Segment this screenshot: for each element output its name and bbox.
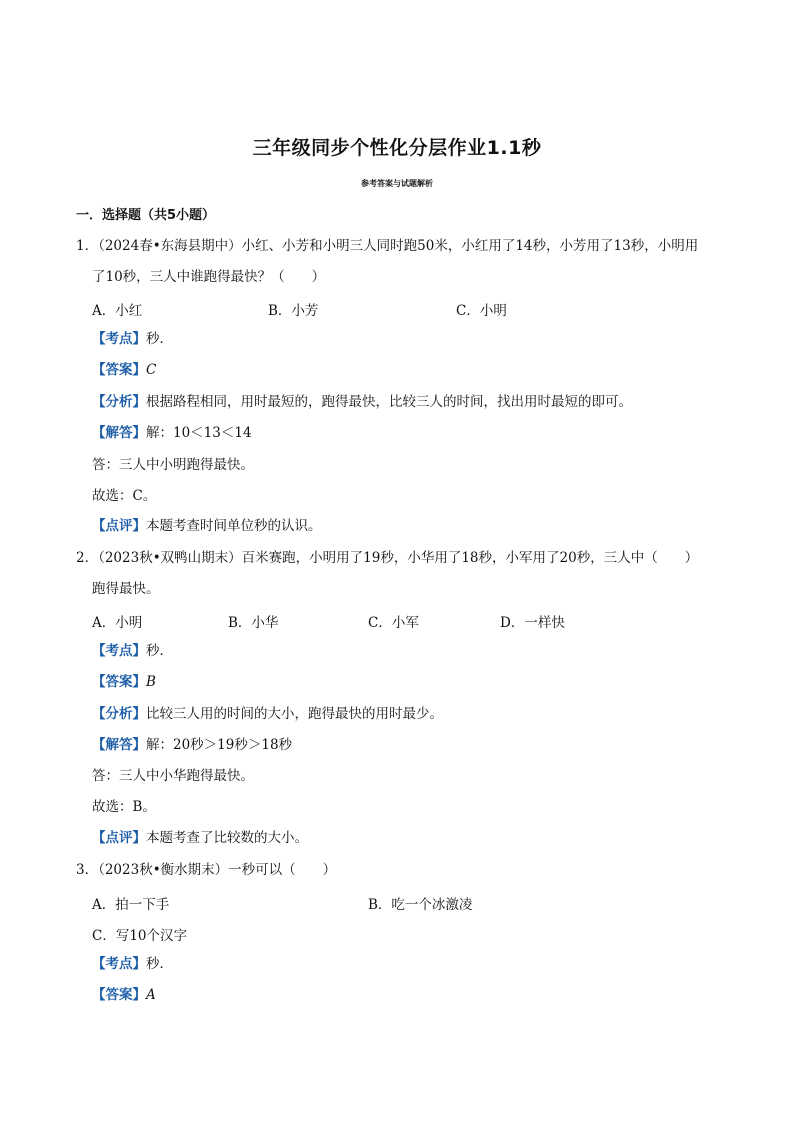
dianping-label: 【点评】 bbox=[92, 518, 146, 534]
question-2-stem-line-1: 2．（2023秋•双鸭山期末）百米赛跑，小明用了19秒，小华用了18秒，小军用了20秒，三人中（ ） bbox=[76, 550, 699, 566]
fenxi-text: 根据路程相同，用时最短的，跑得最快，比较三人的时间，找出用时最短的即可。 bbox=[146, 394, 632, 410]
kaodian-label: 【考点】 bbox=[92, 331, 146, 347]
jieda-text: 解：20秒＞19秒＞18秒 bbox=[146, 737, 293, 753]
question-3-kaodian bbox=[92, 954, 173, 974]
question-1-jieda bbox=[92, 423, 252, 443]
question-2-option-d: D．一样快 bbox=[500, 615, 565, 631]
question-1-answer: 答：三人中小明跑得最快。 bbox=[92, 457, 254, 473]
question-2-dianping bbox=[92, 828, 308, 848]
dianping-text: 本题考查了比较数的大小。 bbox=[146, 830, 308, 846]
question-2-daan bbox=[92, 672, 156, 692]
question-1-stem-line-1: 1．（2024春•东海县期中）小红、小芳和小明三人同时跑50米，小红用了14秒，小芳用了13秒，小明用 bbox=[76, 238, 699, 254]
question-3-option-a: A．拍一下手 bbox=[92, 897, 170, 913]
jieda-text: 解：10＜13＜14 bbox=[146, 425, 252, 441]
question-2-option-b: B．小华 bbox=[228, 615, 279, 631]
section-heading: 一．选择题（共5小题） bbox=[76, 208, 216, 223]
question-1-dianping bbox=[92, 516, 322, 536]
question-1-option-a: A．小红 bbox=[92, 303, 143, 319]
question-3-daan bbox=[92, 985, 156, 1005]
document-title: 三年级同步个性化分层作业1.1秒 bbox=[252, 137, 542, 159]
daan-text: C bbox=[146, 362, 157, 378]
question-3-option-c: C．写10个汉字 bbox=[92, 928, 188, 944]
jieda-label: 【解答】 bbox=[92, 425, 146, 441]
fenxi-text: 比较三人用的时间的大小，跑得最快的用时最少。 bbox=[146, 706, 443, 722]
question-1-option-b: B．小芳 bbox=[268, 303, 319, 319]
question-2-option-c: C．小军 bbox=[368, 615, 419, 631]
question-2-jieda bbox=[92, 735, 292, 755]
question-1-kaodian bbox=[92, 329, 173, 349]
kaodian-label: 【考点】 bbox=[92, 956, 146, 972]
question-2-stem-line-2: 跑得最快。 bbox=[92, 581, 160, 597]
document-subtitle: 参考答案与试题解析 bbox=[361, 179, 433, 188]
kaodian-text: 秒． bbox=[146, 331, 173, 347]
kaodian-label: 【考点】 bbox=[92, 643, 146, 659]
daan-label: 【答案】 bbox=[92, 362, 146, 378]
question-2-kaodian bbox=[92, 641, 173, 661]
daan-text: A bbox=[146, 987, 156, 1003]
daan-text: B bbox=[146, 674, 156, 690]
fenxi-label: 【分析】 bbox=[92, 394, 146, 410]
question-2-guxuan: 故选：B。 bbox=[92, 799, 156, 815]
dianping-text: 本题考查时间单位秒的认识。 bbox=[146, 518, 322, 534]
fenxi-label: 【分析】 bbox=[92, 706, 146, 722]
kaodian-text: 秒． bbox=[146, 643, 173, 659]
dianping-label: 【点评】 bbox=[92, 830, 146, 846]
question-1-stem-line-2: 了10秒，三人中谁跑得最快？（ ） bbox=[92, 269, 326, 285]
question-1-guxuan: 故选：C。 bbox=[92, 488, 157, 504]
question-1-option-c: C．小明 bbox=[456, 303, 507, 319]
question-3-option-b: B．吃一个冰激凌 bbox=[368, 897, 473, 913]
question-2-answer: 答：三人中小华跑得最快。 bbox=[92, 768, 254, 784]
kaodian-text: 秒． bbox=[146, 956, 173, 972]
question-1-daan bbox=[92, 360, 156, 380]
question-2-option-a: A．小明 bbox=[92, 615, 143, 631]
daan-label: 【答案】 bbox=[92, 674, 146, 690]
jieda-label: 【解答】 bbox=[92, 737, 146, 753]
question-3-stem-line-1: 3．（2023秋•衡水期末）一秒可以（ ） bbox=[76, 862, 337, 878]
daan-label: 【答案】 bbox=[92, 987, 146, 1003]
question-1-fenxi bbox=[92, 392, 632, 412]
question-2-fenxi bbox=[92, 704, 443, 724]
